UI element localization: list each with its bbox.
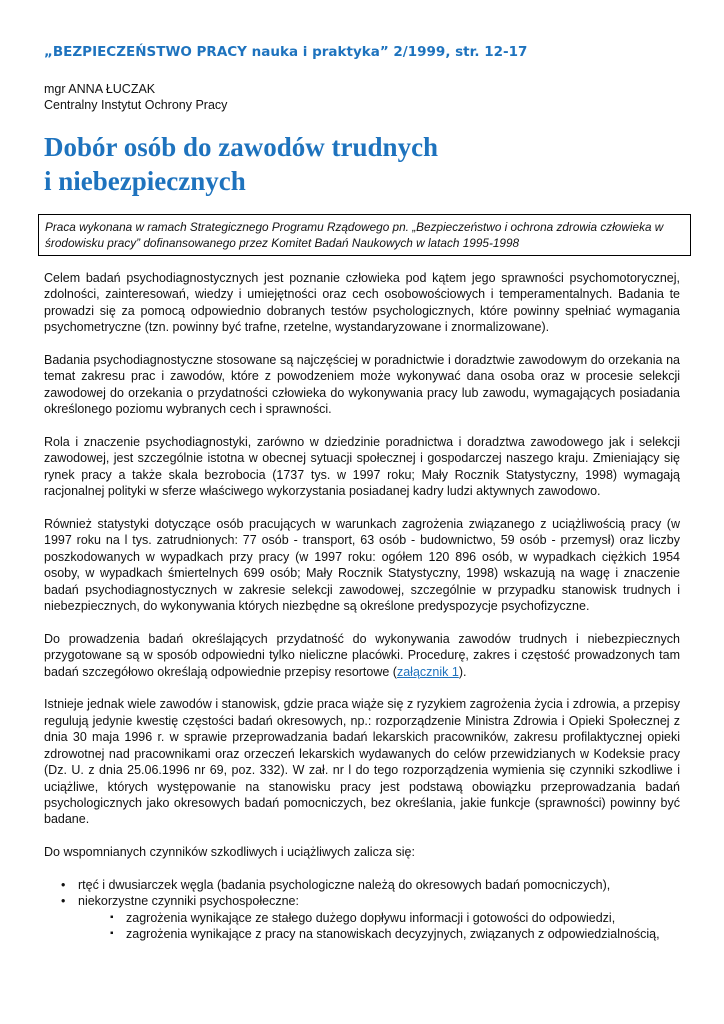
article-body — [44, 270, 680, 943]
journal-citation: „BEZPIECZEŃSTWO PRACY nauka i praktyka” 2/1999, str. 12-17 — [44, 44, 528, 60]
paragraph-7: Do wspomnianych czynników szkodliwych i uciążliwych zalicza się: — [44, 845, 415, 860]
list-item-text: rtęć i dwusiarczek węgla (badania psychologiczne należą do okresowych badań pomocniczych), — [78, 877, 611, 892]
paragraph-5-text: Do prowadzenia badań określających przydatność do wykonywania zawodów trudnych i niebezpiecznych przygotowane są w sposób odpowiedni tylko nieliczne placówki. Procedurę, zakres i częstość prowadzonych tam badań szczegółowo określają odpowiednie przepisy resortowe ( — [44, 631, 680, 679]
paragraph-5-end: ). — [458, 664, 467, 679]
author-block — [44, 81, 684, 113]
sublist-item — [126, 926, 680, 942]
list-item — [78, 893, 680, 942]
article-title — [44, 130, 684, 198]
list-item-text: niekorzystne czynniki psychospołeczne: — [78, 894, 299, 909]
sublist-item-text: zagrożenia wynikające ze stałego dużego dopływu informacji i gotowości do odpowiedzi, — [126, 910, 616, 925]
sublist-item-text: zagrożenia wynikające z pracy na stanowiskach decyzyjnych, związanych z odpowiedzialnością, — [126, 927, 660, 942]
paragraph-5 — [44, 631, 680, 680]
paragraph-4: Również statystyki dotyczące osób pracujących w warunkach zagrożenia związanego z uciążliwością pracy (w 1997 roku na l tys. zatrudnionych: 77 osób - transport, 63 osób - budownictwo, 59 osób - przemysł) oraz liczby poszkodowanych w wypadkach przy pracy (w 1997 roku: ogółem 120 896 osób, w wypadkach ciężkich 1954 osoby, w wypadkach śmiertelnych 699 osób; Mały Rocznik Statystyczny, 1998) wskazują na wagę i znaczenie badań psychodiagnostycznych w zakresie selekcji zawodowej, szczególnie w przypadku stanowisk trudnych i niebezpiecznych, do wykonywania których niezbędne są określone predyspozycje psychofizyczne. — [44, 517, 680, 614]
psychosocial-factors-sublist — [78, 910, 680, 943]
title-line-2: i niebezpiecznych — [44, 166, 246, 196]
attachment-1-link[interactable]: załącznik 1 — [396, 664, 459, 679]
harmful-factors-list — [44, 877, 680, 943]
funding-note-box: Praca wykonana w ramach Strategicznego Programu Rządowego pn. „Bezpieczeństwo i ochrona zdrowia człowieka w środowisku pracy” dofinansowanego przez Komitet Badań Naukowych w latach 1995-1998 — [38, 214, 691, 256]
paragraph-1: Celem badań psychodiagnostycznych jest poznanie człowieka pod kątem jego sprawności psychomotorycznej, zdolności, zainteresowań, wiedzy i umiejętności oraz cech osobowościowych i temperamentalnych. Badania te prowadzi się za pomocą odpowiednio dobranych testów psychologicznych, które powinny spełniać wymagania psychometryczne (tzn. powinny być trafne, rzetelne, wystandaryzowane i znormalizowane). — [44, 271, 680, 335]
list-item — [78, 877, 680, 893]
paragraph-3: Rola i znaczenie psychodiagnostyki, zarówno w dziedzinie poradnictwa i doradztwa zawodowego jak i selekcji zawodowej, jest szczególnie istotna w obecnej sytuacji społecznej i gospodarczej naszego kraju. Zmieniający się rynek pracy a także skala bezrobocia (1737 tys. w 1997 roku; Mały Rocznik Statystyczny, 1998) wymagają racjonalnej polityki w sferze właściwego wykorzystania posiadanej kadry ludzi aktywnych zawodowo. — [44, 435, 680, 499]
paragraph-2: Badania psychodiagnostyczne stosowane są najczęściej w poradnictwie i doradztwie zawodowym do orzekania na temat zakresu prac i zawodów, które z powodzeniem może wykonywać dana osoba oraz w procesie selekcji zawodowej do orzekania o przydatności człowieka do wykonywania pracy lub zawodu, wymagających posiadania określonego poziomu wybranych cech i sprawności. — [44, 353, 680, 417]
sublist-item — [126, 910, 680, 926]
paragraph-6: Istnieje jednak wiele zawodów i stanowisk, gdzie praca wiąże się z ryzykiem zagrożenia życia i zdrowia, a przepisy regulują jedynie kwestię częstości badań okresowych, np.: rozporządzenie Ministra Zdrowia i Opieki Społecznej z dnia 30 maja 1996 r. w sprawie przeprowadzania badań lekarskich pracowników, zakresu profilaktycznej opieki zdrowotnej nad pracownikami oraz orzeczeń lekarskich wydawanych do celów przewidzianych w Kodeksie pracy (Dz. U. z dnia 25.06.1996 nr 69, poz. 332). W zał. nr l do tego rozporządzenia wymienia się czynniki szkodliwe i uciążliwe, których występowanie na stanowisku pracy jest podstawą obowiązku przeprowadzania badań psychologicznych jako okresowych badań pomocniczych, bez określania, jakie funkcje (sprawności) powinny być badane. — [44, 697, 680, 827]
author-institution: Centralny Instytut Ochrony Pracy — [44, 98, 228, 112]
title-line-1: Dobór osób do zawodów trudnych — [44, 132, 439, 162]
author-name: mgr ANNA ŁUCZAK — [44, 82, 156, 96]
